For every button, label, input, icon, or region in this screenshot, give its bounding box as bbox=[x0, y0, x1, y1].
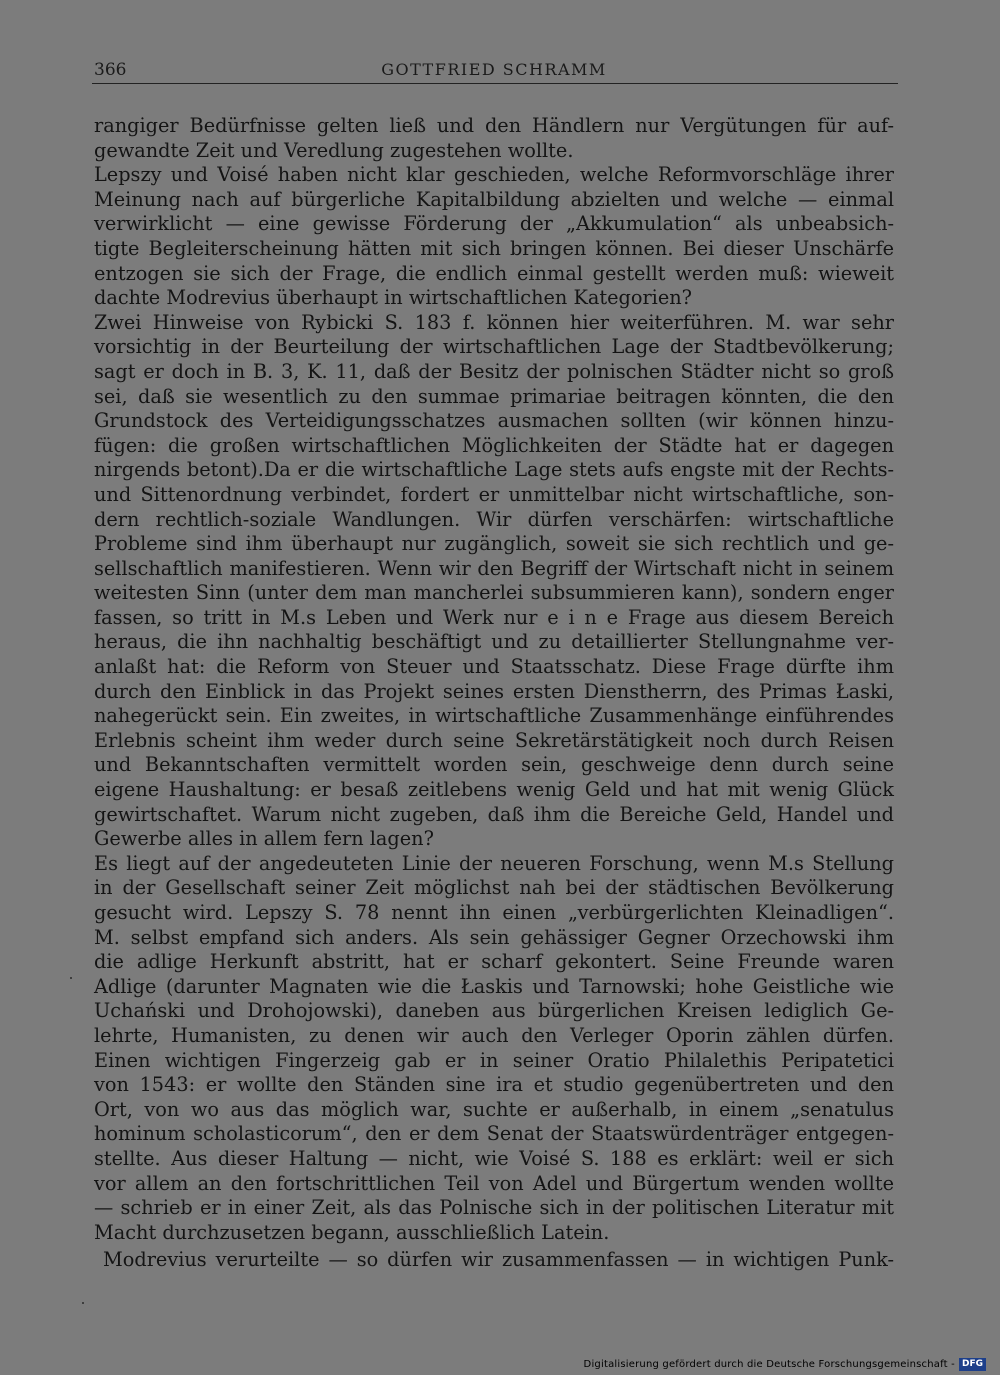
text-line: gesucht wird. Lepszy S. 78 nennt ihn einen „verbürgerlichten Kleinadligen“. bbox=[94, 901, 894, 924]
text-line: nahegerückt sein. Ein zweites, in wirtschaftliche Zusammenhänge einführendes bbox=[94, 704, 894, 728]
text-line: durch den Einblick in das Projekt seines ersten Dienstherrn, des Primas Łaski, bbox=[94, 679, 894, 703]
text-line: Macht durchzusetzen begann, ausschließlich Latein. bbox=[94, 1220, 610, 1244]
text-line: Lepszy und Voisé haben nicht klar geschieden, welche Reformvorschläge ihrer bbox=[94, 163, 894, 187]
text-line: Ort, von wo aus das möglich war, suchte er außerhalb, in einem „senatulus bbox=[94, 1097, 894, 1121]
text-line: Adlige (darunter Magnaten wie die Łaskis und Tarnowski; hohe Geistliche wie bbox=[94, 974, 894, 998]
running-head: GOTTFRIED SCHRAMM bbox=[381, 60, 607, 79]
text-line: lehrte, Humanisten, zu denen wir auch den Verleger Oporin zählen dürfen. bbox=[94, 1023, 894, 1047]
text-line: fügen: die großen wirtschaftlichen Möglichkeiten der Städte hat er dagegen bbox=[94, 433, 894, 457]
footer-credit: Digitalisierung gefördert durch die Deutsche Forschungsgemeinschaft - bbox=[583, 1358, 955, 1370]
scan-speck bbox=[70, 977, 72, 979]
text-line: sei, daß sie wesentlich zu den summae primariae beitragen könnten, die den bbox=[94, 384, 894, 408]
text-line: Einen wichtigen Fingerzeig gab er in seiner Oratio Philalethis Peripatetici bbox=[94, 1048, 894, 1072]
text-line: die adlige Herkunft abstritt, hat er scharf gekontert. Seine Freunde waren bbox=[94, 950, 894, 974]
text-line: Erlebnis scheint ihm weder durch seine Sekretärstätigkeit noch durch Reisen bbox=[94, 728, 894, 752]
text-line: Probleme sind ihm überhaupt nur zugänglich, soweit sie sich rechtlich und ge- bbox=[94, 532, 894, 556]
text-line: in der Gesellschaft seiner Zeit möglichst nah bei der städtischen Bevölkerung bbox=[94, 876, 894, 900]
text-line: von 1543: er wollte den Ständen sine ira et studio gegenübertreten und den bbox=[94, 1073, 894, 1097]
text-line: Uchański und Drohojowski), daneben aus bürgerlichen Kreisen lediglich Ge- bbox=[94, 999, 894, 1023]
text-line: hominum scholasticorum“, den er dem Senat der Staatswürdenträger entgegen- bbox=[94, 1122, 894, 1146]
digitization-footer bbox=[584, 1357, 986, 1371]
text-line: tigte Begleiterscheinung hätten mit sich bringen können. Bei dieser Unschärfe bbox=[94, 236, 894, 260]
text-line: dern rechtlich-soziale Wandlungen. Wir dürfen verschärfen: wirtschaftliche bbox=[94, 507, 894, 531]
text-line: stellte. Aus dieser Haltung — nicht, wie Voisé S. 188 es erklärt: weil er sich bbox=[94, 1146, 894, 1170]
text-line: und Bekanntschaften vermittelt worden sein, geschweige denn durch seine bbox=[94, 753, 894, 777]
text-line: Gewerbe alles in allem fern lagen? bbox=[94, 827, 434, 851]
text-line: weitesten Sinn (unter dem man mancherlei subsummieren kann), sondern enger bbox=[94, 581, 894, 605]
text-line: entzogen sie sich der Frage, die endlich einmal gestellt werden muß: wieweit bbox=[94, 261, 894, 285]
text-line: Es liegt auf der angedeuteten Linie der neueren Forschung, wenn M.s Stellung bbox=[94, 851, 894, 875]
text-line: nirgends betont).Da er die wirtschaftliche Lage stets aufs engste mit der Rechts- bbox=[94, 458, 894, 482]
page-header bbox=[94, 60, 894, 84]
text-line: vorsichtig in der Beurteilung der wirtschaftlichen Lage der Stadtbevölkerung; bbox=[94, 335, 894, 359]
text-line: — schrieb er in einer Zeit, als das Polnische sich in der politischen Literatur mit bbox=[94, 1196, 894, 1220]
text-line: rangiger Bedürfnisse gelten ließ und den Händlern nur Vergütungen für auf- bbox=[94, 114, 894, 137]
scan-speck bbox=[82, 1302, 84, 1304]
text-line: sagt er doch in B. 3, K. 11, daß der Besitz der polnischen Städter nicht so groß bbox=[94, 359, 894, 383]
text-line: sellschaftlich manifestieren. Wenn wir den Begriff der Wirtschaft nicht in seinem bbox=[94, 556, 894, 580]
text-line: M. selbst empfand sich anders. Als sein gehässiger Gegner Orzechowski ihm bbox=[94, 925, 894, 949]
text-line: gewandte Zeit und Veredlung zugestehen wollte. bbox=[94, 138, 574, 162]
header-rule bbox=[92, 83, 898, 84]
text-line: vor allem an den fortschrittlichen Teil von Adel und Bürgertum wenden wollte bbox=[94, 1171, 894, 1195]
text-line: fassen, so tritt in M.s Leben und Werk nur e i n e Frage aus diesem Bereich bbox=[94, 605, 894, 629]
page-number: 366 bbox=[94, 60, 127, 80]
text-line: verwirklicht — eine gewisse Förderung der „Akkumulation“ als unbeabsich- bbox=[94, 212, 894, 236]
text-line: Meinung nach auf bürgerliche Kapitalbildung abzielten und welche — einmal bbox=[94, 187, 894, 211]
text-line: dachte Modrevius überhaupt in wirtschaftlichen Kategorien? bbox=[94, 286, 693, 310]
text-line: Zwei Hinweise von Rybicki S. 183 f. können hier weiterführen. M. war sehr bbox=[94, 310, 894, 334]
text-line: gewirtschaftet. Warum nicht zugeben, daß ihm die Bereiche Geld, Handel und bbox=[94, 802, 894, 826]
text-line: anlaßt hat: die Reform von Steuer und Staatsschatz. Diese Frage dürfte ihm bbox=[94, 655, 894, 679]
body-text bbox=[94, 114, 894, 1245]
text-line: Grundstock des Verteidigungsschatzes ausmachen sollten (wir können hinzu- bbox=[94, 409, 894, 433]
final-paragraph-line: Modrevius verurteilte — so dürfen wir zusammenfassen — in wichtigen Punk- bbox=[103, 1248, 894, 1271]
text-line: eigene Haushaltung: er besaß zeitlebens wenig Geld und hat mit wenig Glück bbox=[94, 778, 894, 802]
text-line: heraus, die ihn nachhaltig beschäftigt und zu detaillierter Stellungnahme ver- bbox=[94, 630, 894, 654]
text-line: und Sittenordnung verbindet, fordert er unmittelbar nicht wirtschaftliche, son- bbox=[94, 482, 894, 506]
dfg-logo: DFG bbox=[959, 1358, 986, 1371]
